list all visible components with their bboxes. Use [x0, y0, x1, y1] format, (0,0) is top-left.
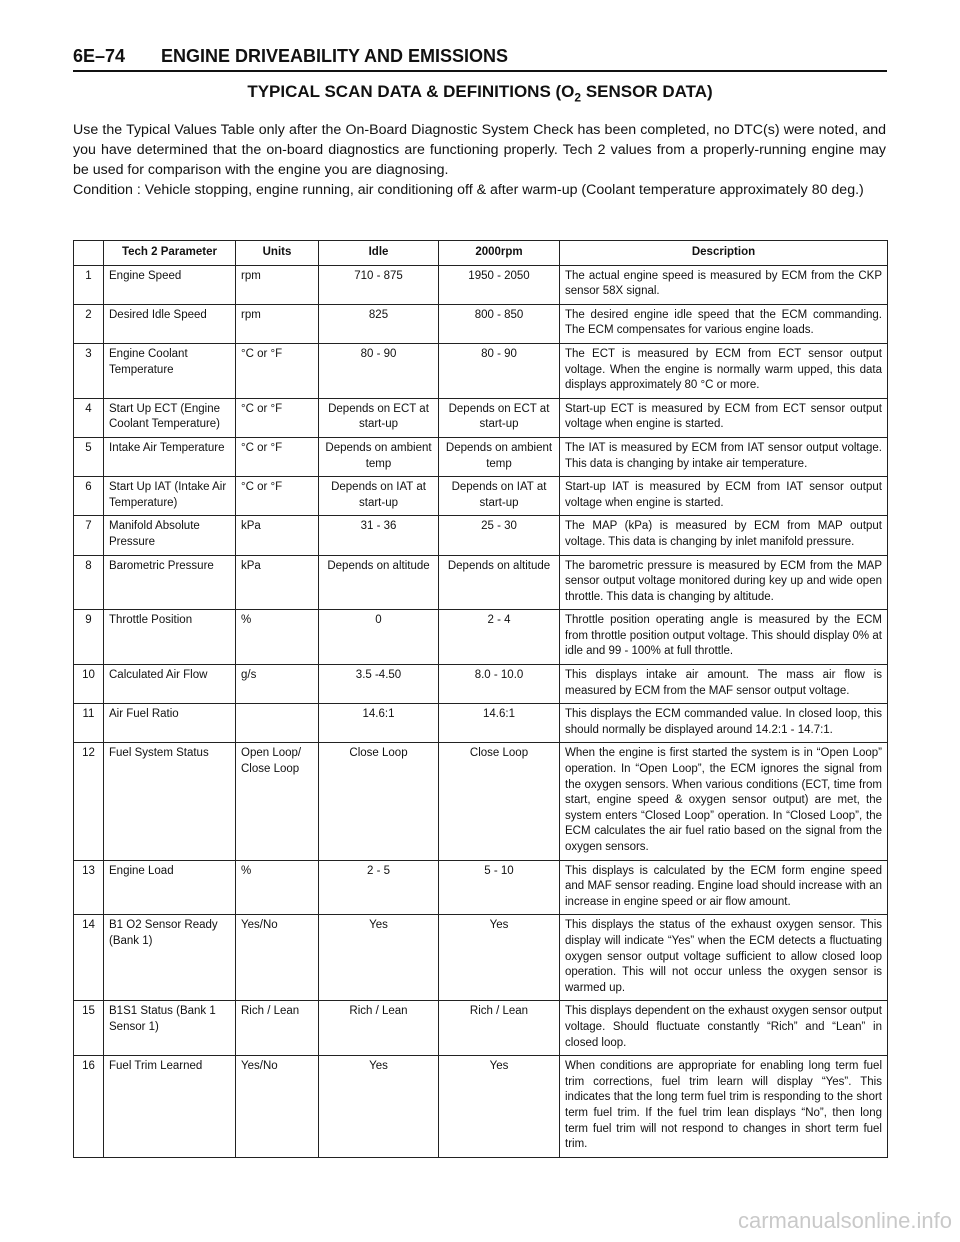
cell-desc: This displays the ECM commanded value. In closed loop, this should normally be displayed around 14.2:1 - 14.7:1. [560, 704, 888, 743]
cell-desc: This displays the status of the exhaust oxygen sensor. This display will indicate “Yes” when the ECM detects a fluctuating oxygen sensor output voltage sufficient to allow closed loop operation. This will not occur unless the oxygen sensor is warmed up. [560, 915, 888, 1001]
cell-param: Throttle Position [104, 610, 236, 665]
scan-data-table [73, 240, 888, 1158]
cell-rpm2000: Depends on ambient temp [439, 437, 560, 476]
table-row [74, 743, 888, 860]
cell-no: 5 [74, 437, 104, 476]
cell-desc: Throttle position operating angle is measured by the ECM from throttle position output voltage. This should display 0% at idle and 99 - 100% at full throttle. [560, 610, 888, 665]
cell-param: Engine Coolant Temperature [104, 343, 236, 398]
cell-param: Engine Load [104, 860, 236, 915]
watermark: carmanualsonline.info [737, 1208, 952, 1233]
table-header-row [74, 241, 888, 266]
cell-no: 8 [74, 555, 104, 610]
cell-desc: The MAP (kPa) is measured by ECM from MAP output voltage. This data is changing by inlet manifold pressure. [560, 516, 888, 555]
cell-units: kPa [236, 516, 319, 555]
cell-param: Manifold Absolute Pressure [104, 516, 236, 555]
column-header: Units [236, 241, 319, 266]
cell-desc: Start-up ECT is measured by ECM from ECT sensor output voltage when engine is started. [560, 398, 888, 437]
cell-units: °C or °F [236, 398, 319, 437]
cell-units: rpm [236, 265, 319, 304]
cell-no: 9 [74, 610, 104, 665]
cell-idle: Depends on ambient temp [319, 437, 439, 476]
cell-units: °C or °F [236, 343, 319, 398]
section-title: ENGINE DRIVEABILITY AND EMISSIONS [161, 46, 509, 66]
cell-desc: This displays is calculated by the ECM form engine speed and MAF sensor reading. Engine load should increase with an increase in engine speed or air flow amount. [560, 860, 888, 915]
cell-units: Rich / Lean [236, 1001, 319, 1056]
cell-units: % [236, 610, 319, 665]
cell-idle: Depends on IAT at start-up [319, 477, 439, 516]
cell-param: Calculated Air Flow [104, 665, 236, 704]
cell-rpm2000: Rich / Lean [439, 1001, 560, 1056]
cell-rpm2000: 1950 - 2050 [439, 265, 560, 304]
cell-rpm2000: Depends on IAT at start-up [439, 477, 560, 516]
table-row [74, 265, 888, 304]
cell-desc: The actual engine speed is measured by ECM from the CKP sensor 58X signal. [560, 265, 888, 304]
cell-param: Fuel System Status [104, 743, 236, 860]
cell-units: Yes/No [236, 1056, 319, 1158]
cell-no: 4 [74, 398, 104, 437]
cell-param: B1 O2 Sensor Ready (Bank 1) [104, 915, 236, 1001]
cell-no: 13 [74, 860, 104, 915]
cell-no: 14 [74, 915, 104, 1001]
cell-rpm2000: 25 - 30 [439, 516, 560, 555]
cell-idle: 0 [319, 610, 439, 665]
cell-param: Barometric Pressure [104, 555, 236, 610]
cell-no: 16 [74, 1056, 104, 1158]
cell-param: Start Up IAT (Intake Air Temperature) [104, 477, 236, 516]
column-header: Description [560, 241, 888, 266]
cell-units: Open Loop/ Close Loop [236, 743, 319, 860]
cell-param: Start Up ECT (Engine Coolant Temperature) [104, 398, 236, 437]
cell-rpm2000: Yes [439, 1056, 560, 1158]
cell-rpm2000: 800 - 850 [439, 304, 560, 343]
table-row [74, 704, 888, 743]
cell-rpm2000: 8.0 - 10.0 [439, 665, 560, 704]
table-row [74, 860, 888, 915]
cell-desc: The desired engine idle speed that the ECM commanding. The ECM compensates for various engine loads. [560, 304, 888, 343]
cell-no: 6 [74, 477, 104, 516]
cell-param: Desired Idle Speed [104, 304, 236, 343]
cell-idle: Depends on ECT at start-up [319, 398, 439, 437]
cell-rpm2000: 2 - 4 [439, 610, 560, 665]
page-number: 6E–74 [73, 46, 126, 66]
cell-rpm2000: Depends on altitude [439, 555, 560, 610]
intro-paragraph: Use the Typical Values Table only after the On-Board Diagnostic System Check has been completed, no DTC(s) were noted, and you have determined that the on-board diagnostics are functioning properly. Tech 2 values from a properly-running engine may be used for comparison with the engine you are diagnosing. [73, 122, 886, 178]
cell-rpm2000: 80 - 90 [439, 343, 560, 398]
cell-idle: 14.6:1 [319, 704, 439, 743]
cell-no: 7 [74, 516, 104, 555]
cell-idle: 710 - 875 [319, 265, 439, 304]
cell-idle: 2 - 5 [319, 860, 439, 915]
table-row [74, 437, 888, 476]
condition-paragraph: Condition : Vehicle stopping, engine running, air conditioning off & after warm-up (Coolant temperature approximately 80 deg.) [73, 182, 864, 198]
cell-units: rpm [236, 304, 319, 343]
cell-units: Yes/No [236, 915, 319, 1001]
table-row [74, 477, 888, 516]
cell-param: Intake Air Temperature [104, 437, 236, 476]
column-header: Idle [319, 241, 439, 266]
cell-desc: The IAT is measured by ECM from IAT sensor output voltage. This data is changing by intake air temperature. [560, 437, 888, 476]
cell-param: Engine Speed [104, 265, 236, 304]
cell-desc: When the engine is first started the system is in “Open Loop” operation. In “Open Loop”, the ECM ignores the signal from the oxygen sensors. When various conditions (ECT, time from start, engine speed & oxygen sensor output) are met, the system enters “Closed Loop” operation. In “Closed Loop”, the ECM calculates the air fuel ratio based on the signal from the oxygen sensors. [560, 743, 888, 860]
table-row [74, 665, 888, 704]
table-row [74, 304, 888, 343]
column-header [74, 241, 104, 266]
cell-idle: Close Loop [319, 743, 439, 860]
cell-idle: Yes [319, 1056, 439, 1158]
cell-no: 10 [74, 665, 104, 704]
cell-rpm2000: 5 - 10 [439, 860, 560, 915]
cell-no: 2 [74, 304, 104, 343]
cell-desc: This displays intake air amount. The mass air flow is measured by ECM from the MAF sensor output voltage. [560, 665, 888, 704]
cell-units: kPa [236, 555, 319, 610]
column-header: 2000rpm [439, 241, 560, 266]
cell-param: B1S1 Status (Bank 1 Sensor 1) [104, 1001, 236, 1056]
cell-idle: Rich / Lean [319, 1001, 439, 1056]
cell-no: 3 [74, 343, 104, 398]
table-row [74, 555, 888, 610]
cell-idle: 3.5 -4.50 [319, 665, 439, 704]
cell-desc: The barometric pressure is measured by ECM from the MAP sensor output voltage monitored during key up and wide open throttle. This data is changing by altitude. [560, 555, 888, 610]
cell-desc: This displays dependent on the exhaust oxygen sensor output voltage. Should fluctuate constantly “Rich” and “Lean” in closed loop. [560, 1001, 888, 1056]
cell-units: % [236, 860, 319, 915]
table-row [74, 1056, 888, 1158]
column-header: Tech 2 Parameter [104, 241, 236, 266]
cell-units: °C or °F [236, 437, 319, 476]
table-row [74, 915, 888, 1001]
cell-no: 1 [74, 265, 104, 304]
intro-text [73, 120, 886, 200]
header-rule [73, 70, 887, 72]
cell-rpm2000: 14.6:1 [439, 704, 560, 743]
page-title: TYPICAL SCAN DATA & DEFINITIONS ($O_2$ SENSOR DATA) [247, 82, 713, 105]
table-row [74, 610, 888, 665]
cell-no: 15 [74, 1001, 104, 1056]
table-row [74, 516, 888, 555]
table-row [74, 1001, 888, 1056]
table-row [74, 398, 888, 437]
cell-idle: 825 [319, 304, 439, 343]
cell-rpm2000: Close Loop [439, 743, 560, 860]
cell-param: Fuel Trim Learned [104, 1056, 236, 1158]
cell-desc: When conditions are appropriate for enabling long term fuel trim corrections, fuel trim learn will display “Yes”. This indicates that the long term fuel trim is responding to the short term fuel trim. If the fuel trim lean displays “No”, then long term fuel trim will not respond to changes in short term fuel trim. [560, 1056, 888, 1158]
cell-rpm2000: Yes [439, 915, 560, 1001]
cell-units: °C or °F [236, 477, 319, 516]
cell-desc: The ECT is measured by ECM from ECT sensor output voltage. When the engine is normally warm upped, this data displays approximately 80 °C or more. [560, 343, 888, 398]
cell-idle: 31 - 36 [319, 516, 439, 555]
cell-units: g/s [236, 665, 319, 704]
cell-desc: Start-up IAT is measured by ECM from IAT sensor output voltage when engine is started. [560, 477, 888, 516]
cell-idle: Depends on altitude [319, 555, 439, 610]
cell-param: Air Fuel Ratio [104, 704, 236, 743]
table-row [74, 343, 888, 398]
cell-idle: 80 - 90 [319, 343, 439, 398]
cell-rpm2000: Depends on ECT at start-up [439, 398, 560, 437]
page-header [73, 46, 887, 67]
cell-no: 12 [74, 743, 104, 860]
cell-idle: Yes [319, 915, 439, 1001]
cell-no: 11 [74, 704, 104, 743]
cell-units [236, 704, 319, 743]
